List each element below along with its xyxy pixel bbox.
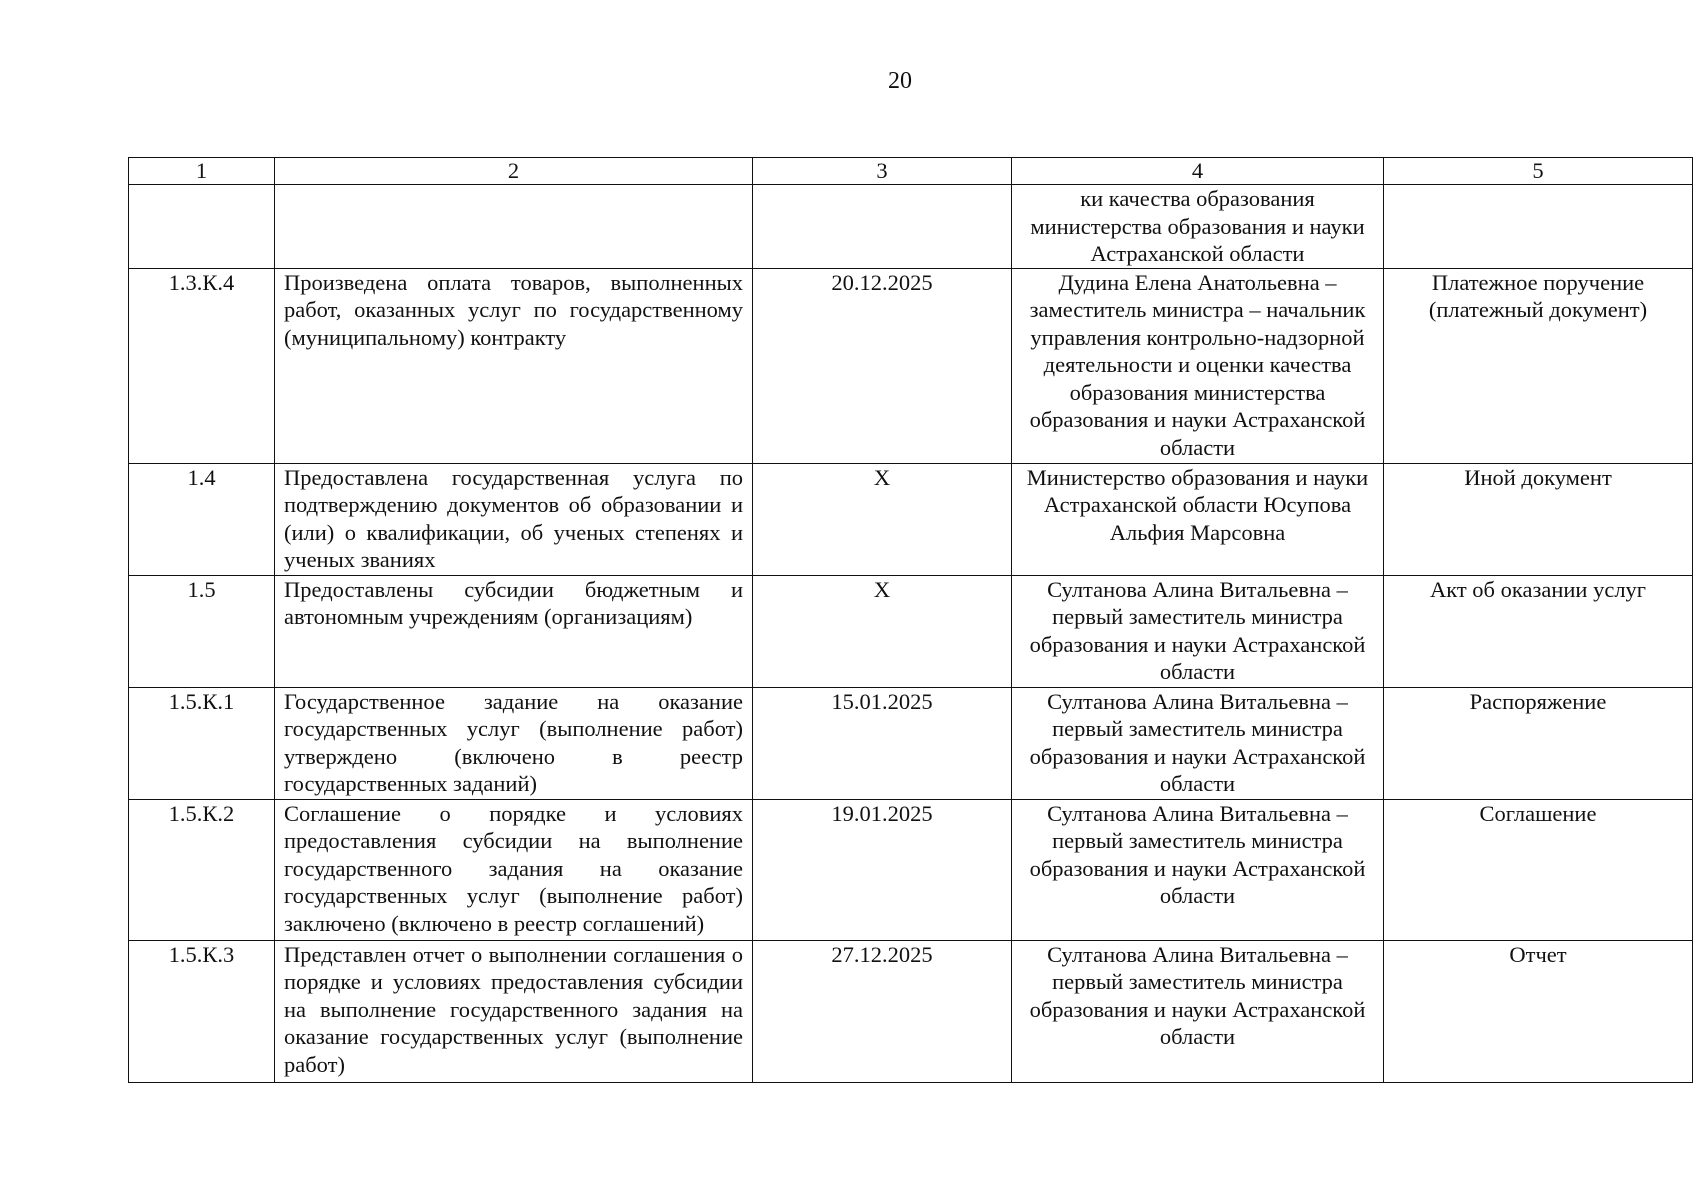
- date-cell: [753, 185, 1012, 269]
- table-row: [129, 463, 1693, 575]
- table-row: [129, 185, 1693, 269]
- page-number: 20: [888, 68, 912, 94]
- document-type-cell: Акт об оказании услуг: [1384, 575, 1693, 687]
- document-type-cell: Иной документ: [1384, 463, 1693, 575]
- row-number-cell: 1.5.К.3: [129, 940, 275, 1082]
- date-cell: Х: [753, 463, 1012, 575]
- header-row: [129, 158, 1693, 185]
- event-description-cell: Предоставлена государственная услуга по подтверждению документов об образовании и (или) о квалификации, об ученых степенях и ученых званиях: [275, 463, 753, 575]
- row-number-cell: 1.3.К.4: [129, 268, 275, 463]
- responsible-cell: Султанова Алина Витальевна – первый заместитель министра образования и науки Астраханской области: [1012, 575, 1384, 687]
- date-cell: 15.01.2025: [753, 687, 1012, 799]
- row-number-cell: [129, 185, 275, 269]
- column-header-3: 3: [753, 158, 1012, 185]
- date-cell: 20.12.2025: [753, 268, 1012, 463]
- responsible-cell: ки качества образования министерства образования и науки Астраханской области: [1012, 185, 1384, 269]
- table-row: [129, 268, 1693, 463]
- responsible-cell: Министерство образования и науки Астраханской области Юсупова Альфия Марсовна: [1012, 463, 1384, 575]
- plan-table: [128, 157, 1693, 1083]
- date-cell: 19.01.2025: [753, 799, 1012, 940]
- responsible-cell: Султанова Алина Витальевна – первый заместитель министра образования и науки Астраханской области: [1012, 799, 1384, 940]
- document-type-cell: [1384, 185, 1693, 269]
- document-type-cell: Платежное поручение (платежный документ): [1384, 268, 1693, 463]
- row-number-cell: 1.5.К.2: [129, 799, 275, 940]
- event-description-cell: Государственное задание на оказание государственных услуг (выполнение работ) утверждено (включено в реестр государственных заданий): [275, 687, 753, 799]
- row-number-cell: 1.5.К.1: [129, 687, 275, 799]
- responsible-cell: Султанова Алина Витальевна – первый заместитель министра образования и науки Астраханской области: [1012, 940, 1384, 1082]
- column-header-1: 1: [129, 158, 275, 185]
- document-type-cell: Соглашение: [1384, 799, 1693, 940]
- column-header-2: 2: [275, 158, 753, 185]
- responsible-cell: Султанова Алина Витальевна – первый заместитель министра образования и науки Астраханской области: [1012, 687, 1384, 799]
- column-header-4: 4: [1012, 158, 1384, 185]
- responsible-cell: Дудина Елена Анатольевна – заместитель министра – начальник управления контрольно-надзорной деятельности и оценки качества образования министерства образования и науки Астраханской области: [1012, 268, 1384, 463]
- document-type-cell: Отчет: [1384, 940, 1693, 1082]
- event-description-cell: Произведена оплата товаров, выполненных работ, оказанных услуг по государственному (муниципальному) контракту: [275, 268, 753, 463]
- event-description-cell: Соглашение о порядке и условиях предоставления субсидии на выполнение государственного задания на оказание государственных услуг (выполнение работ) заключено (включено в реестр соглашений): [275, 799, 753, 940]
- table-row: [129, 687, 1693, 799]
- row-number-cell: 1.4: [129, 463, 275, 575]
- table-row: [129, 940, 1693, 1082]
- table-row: [129, 575, 1693, 687]
- event-description-cell: Представлен отчет о выполнении соглашения о порядке и условиях предоставления субсидии на выполнение государственного задания на оказание государственных услуг (выполнение работ): [275, 940, 753, 1082]
- event-description-cell: [275, 185, 753, 269]
- table-body: [129, 185, 1693, 1083]
- event-description-cell: Предоставлены субсидии бюджетным и автономным учреждениям (организациям): [275, 575, 753, 687]
- row-number-cell: 1.5: [129, 575, 275, 687]
- date-cell: Х: [753, 575, 1012, 687]
- table-row: [129, 799, 1693, 940]
- document-type-cell: Распоряжение: [1384, 687, 1693, 799]
- table-header: [129, 158, 1693, 185]
- column-header-5: 5: [1384, 158, 1693, 185]
- date-cell: 27.12.2025: [753, 940, 1012, 1082]
